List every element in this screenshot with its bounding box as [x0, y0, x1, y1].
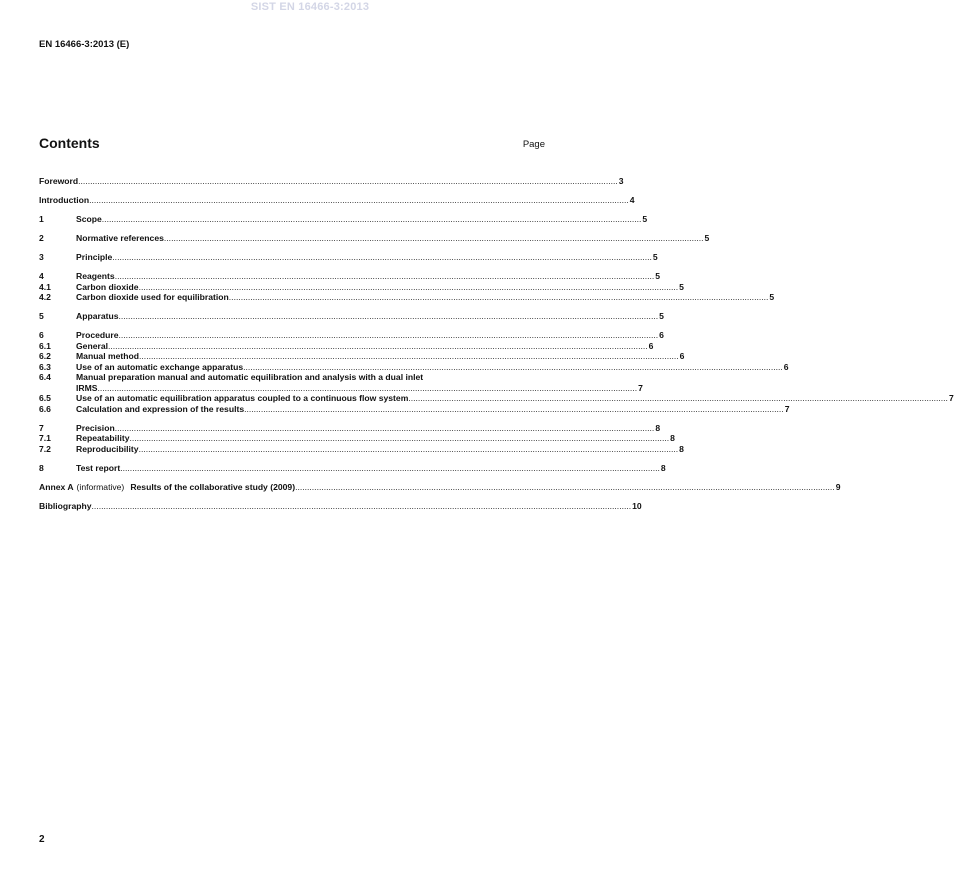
- toc-entry-title-line-1: Manual preparation manual and automatic equilibration and analysis with a dual inlet: [76, 372, 424, 382]
- toc-entry-title: Carbon dioxide: [76, 281, 139, 292]
- toc-leader-dots: [92, 501, 632, 512]
- toc-entry-page: 7: [784, 403, 790, 414]
- toc-leader-dots: [89, 195, 629, 206]
- toc-leader-dots: [130, 433, 670, 444]
- toc-leader-dots: [119, 311, 659, 322]
- toc-leader-dots: [408, 393, 948, 404]
- toc-entry-6-6[interactable]: [39, 403, 790, 415]
- toc-entry-title: Results of the collaborative study (2009): [130, 481, 296, 492]
- toc-entry-bibliography[interactable]: [39, 500, 642, 512]
- toc-entry-3[interactable]: [39, 252, 658, 263]
- toc-entry-number: 8: [39, 462, 44, 473]
- toc-entry-page: 5: [655, 271, 661, 281]
- toc-entry-title: Normative references: [76, 233, 164, 243]
- toc-entry-title: Introduction: [39, 195, 90, 205]
- toc-entry-6-4-continued[interactable]: [39, 382, 643, 394]
- toc-entry-page: 5: [652, 252, 658, 262]
- toc-entry-title: Apparatus: [76, 311, 119, 321]
- toc-entry-page: 5: [659, 311, 664, 321]
- toc-entry-number: 7.2: [39, 443, 51, 454]
- toc-entry-number: 6.4: [39, 372, 51, 382]
- toc-entry-page: 8: [670, 433, 675, 443]
- toc-entry-page: 6: [783, 361, 789, 372]
- toc-leader-dots: [120, 463, 660, 474]
- toc-group-annex-a: [39, 481, 841, 493]
- toc-entry-foreword[interactable]: [39, 176, 624, 187]
- toc-entry-6-3[interactable]: [39, 361, 789, 373]
- toc-entry-title: Principle: [76, 252, 113, 262]
- toc-entry-number: 5: [39, 311, 44, 321]
- document-id: EN 16466-3:2013 (E): [39, 39, 130, 50]
- toc-leader-dots: [139, 444, 679, 455]
- toc-leader-dots: [115, 423, 655, 434]
- toc-entry-page: 3: [618, 176, 624, 186]
- toc-entry-title: Reproducibility: [76, 443, 139, 454]
- toc-group-7: [39, 422, 684, 455]
- toc-leader-dots: [108, 341, 648, 352]
- watermark: SIST EN 16466-3:2013: [250, 1, 370, 13]
- toc-entry-number: 7.1: [39, 433, 51, 443]
- toc-entry-title: Calculation and expression of the results: [76, 403, 245, 414]
- toc-entry-page: 8: [660, 462, 666, 473]
- toc-leader-dots: [97, 383, 637, 394]
- toc-leader-dots: [295, 482, 835, 493]
- toc-group-6: [39, 330, 954, 414]
- toc-entry-title: Manual method: [76, 351, 140, 361]
- toc-entry-page: 5: [704, 233, 710, 243]
- toc-entry-page: 10: [632, 500, 642, 511]
- toc-entry-2[interactable]: [39, 233, 710, 244]
- toc-entry-page: 6: [679, 351, 685, 361]
- toc-entry-5[interactable]: [39, 311, 664, 322]
- toc-leader-dots: [244, 404, 784, 415]
- toc-entry-number: 6.6: [39, 403, 51, 414]
- toc-entry-7[interactable]: [39, 422, 661, 434]
- toc-entry-page: 5: [679, 281, 684, 292]
- toc-entry-title: Scope: [76, 214, 102, 224]
- toc-entry-number: 6: [39, 330, 44, 340]
- toc-entry-annex-a[interactable]: [39, 481, 841, 493]
- toc-leader-dots: [78, 176, 618, 187]
- toc-group-2: [39, 233, 710, 244]
- toc-group-5: [39, 311, 664, 322]
- toc-entry-4-1[interactable]: [39, 281, 684, 293]
- page-column-label: Page: [522, 139, 545, 150]
- toc-entry-page: 8: [655, 422, 661, 433]
- toc-leader-dots: [229, 292, 769, 303]
- toc-entry-8[interactable]: [39, 462, 666, 474]
- toc-entry-page: 6: [659, 330, 664, 340]
- toc-entry-number: 7: [39, 422, 44, 433]
- toc-entry-6-5[interactable]: [39, 393, 954, 404]
- toc-entry-number: 6.3: [39, 361, 51, 372]
- toc-entry-annex-label: Annex A: [39, 481, 74, 492]
- toc-entry-page: 5: [769, 292, 775, 302]
- toc-entry-6-2[interactable]: [39, 351, 685, 362]
- toc-group-1: [39, 214, 648, 225]
- toc-entry-title: Bibliography: [39, 500, 92, 511]
- toc-entry-number: 4.2: [39, 292, 51, 302]
- toc-entry-7-1[interactable]: [39, 433, 675, 444]
- toc-entry-title-line-2: IRMS: [76, 382, 98, 393]
- toc-entry-number: 6.2: [39, 351, 51, 361]
- page-number: 2: [39, 834, 45, 845]
- toc-entry-1[interactable]: [39, 214, 648, 225]
- toc-entry-title: Repeatability: [76, 433, 130, 443]
- toc-entry-number: 4: [39, 271, 44, 281]
- toc-entry-6-4[interactable]: [39, 372, 546, 383]
- toc-leader-dots: [139, 351, 679, 362]
- toc-group-3: [39, 252, 658, 263]
- page-title: Contents: [39, 135, 100, 151]
- toc-entry-6-1[interactable]: [39, 340, 654, 352]
- toc-entry-page: 8: [679, 443, 684, 454]
- toc-entry-page: 5: [642, 214, 648, 224]
- toc-entry-annex-qualifier: (informative): [76, 481, 125, 492]
- toc-leader-dots: [102, 214, 642, 225]
- toc-entry-page: 6: [648, 340, 654, 351]
- toc-group-bibliography: [39, 500, 642, 512]
- toc-entry-title: Test report: [76, 462, 121, 473]
- toc-entry-page: 7: [948, 393, 954, 403]
- toc-entry-number: 6.5: [39, 393, 51, 403]
- toc-entry-number: 2: [39, 233, 44, 243]
- toc-entry-page: 4: [629, 195, 635, 205]
- toc-entry-number: 4.1: [39, 281, 51, 292]
- toc-group-4: [39, 271, 775, 303]
- toc-entry-title: General: [76, 340, 109, 351]
- toc-leader-dots: [164, 233, 704, 244]
- toc-entry-6[interactable]: [39, 330, 664, 341]
- toc-leader-dots: [243, 362, 783, 373]
- toc-group-introduction: [39, 195, 635, 206]
- toc-entry-7-2[interactable]: [39, 443, 684, 455]
- toc-group-8: [39, 462, 666, 474]
- toc-entry-number: 3: [39, 252, 44, 262]
- toc-entry-title: Carbon dioxide used for equilibration: [76, 292, 229, 302]
- toc-entry-title: Precision: [76, 422, 115, 433]
- table-of-contents: [39, 176, 954, 520]
- toc-entry-page: 9: [835, 481, 841, 492]
- toc-leader-dots: [112, 252, 652, 263]
- toc-entry-title: Use of an automatic exchange apparatus: [76, 361, 244, 372]
- toc-leader-dots: [139, 282, 679, 293]
- toc-entry-number: 1: [39, 214, 44, 224]
- toc-group-foreword: [39, 176, 624, 187]
- toc-entry-title: Foreword: [39, 176, 79, 186]
- toc-entry-title: Procedure: [76, 330, 119, 340]
- toc-entry-introduction[interactable]: [39, 195, 635, 206]
- toc-entry-title: Use of an automatic equilibration apparatus coupled to a continuous flow system: [76, 393, 409, 403]
- toc-entry-title: Reagents: [76, 271, 115, 281]
- toc-entry-4[interactable]: [39, 271, 661, 282]
- toc-entry-4-2[interactable]: [39, 292, 775, 303]
- toc-leader-dots: [119, 330, 659, 341]
- toc-leader-dots: [115, 271, 655, 282]
- toc-entry-number: 6.1: [39, 340, 51, 351]
- toc-entry-page: 7: [638, 382, 643, 393]
